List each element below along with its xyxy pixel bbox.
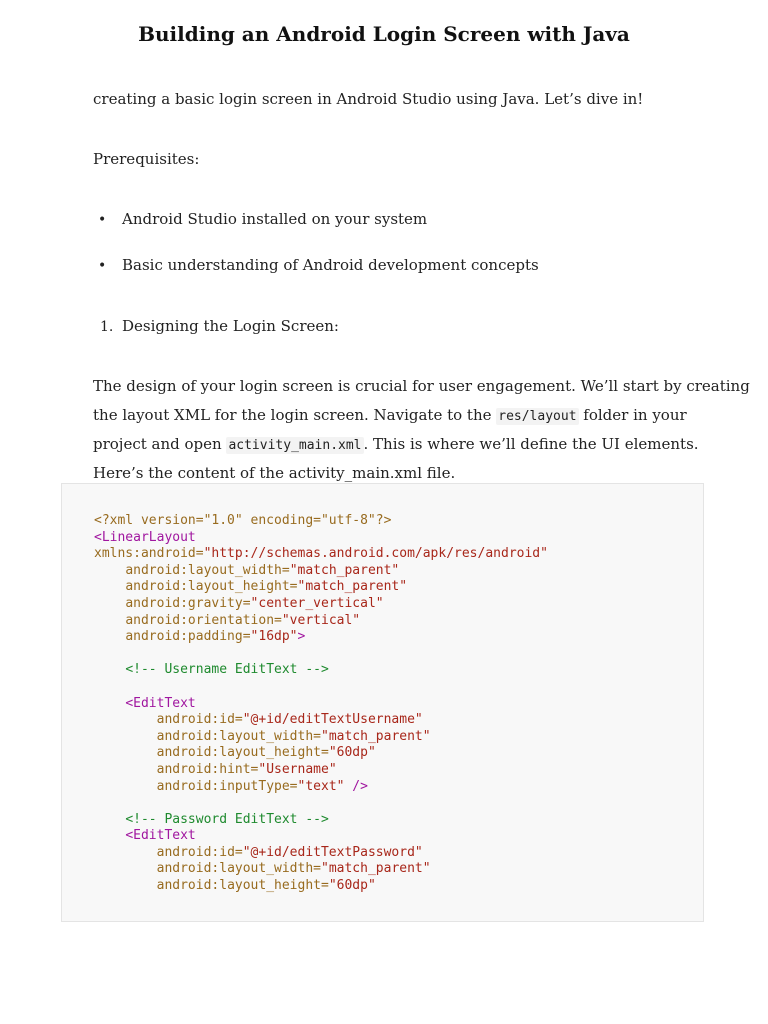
code-attr: android:layout_height= [156, 878, 329, 894]
code-comment-username: <!-- Username EditText --> [125, 662, 329, 678]
code-attr: android:id= [156, 844, 243, 860]
code-value: "60dp" [328, 745, 376, 761]
inline-code-activity-main: activity_main.xml [228, 438, 362, 453]
code-value: "match_parent" [321, 861, 431, 877]
code-attr: android:orientation= [125, 612, 282, 628]
code-attr: android:hint= [156, 761, 259, 777]
code-comment-password: <!-- Password EditText --> [125, 811, 329, 827]
text-segment: . This is where we’ll define the UI elements. [363, 435, 699, 453]
code-value: "@+id/editTextPassword" [242, 844, 423, 860]
code-tag-close: /> [344, 778, 368, 794]
code-edittext-tag: <EditText [125, 695, 196, 711]
design-line-2 [93, 401, 687, 431]
code-attr: android:layout_width= [156, 861, 321, 877]
code-edittext-tag: <EditText [125, 828, 196, 844]
code-attr: xmlns:android= [94, 546, 204, 562]
design-line-3 [93, 430, 699, 460]
code-tag-close: > [297, 629, 306, 645]
design-line-4: Here’s the content of the activity_main.xml file. [93, 464, 456, 482]
code-xml-declaration: <?xml version="1.0" encoding="utf-8"?> [94, 513, 392, 528]
page-title: Building an Android Login Screen with Java [138, 22, 630, 46]
code-attr: android:layout_height= [156, 745, 329, 761]
code-attr: android:padding= [125, 629, 251, 645]
design-line-1: The design of your login screen is crucial for user engagement. We’ll start by creating [93, 377, 750, 395]
code-content [94, 513, 548, 895]
step-label: Designing the Login Screen: [122, 317, 339, 335]
code-value: "@+id/editTextUsername" [242, 712, 423, 728]
step-number: 1. [100, 319, 114, 335]
code-block [61, 483, 704, 922]
intro-paragraph: creating a basic login screen in Android Studio using Java. Let’s dive in! [93, 90, 644, 108]
text-segment: the layout XML for the login screen. Navigate to the [93, 406, 497, 424]
bullet-marker: • [98, 212, 107, 228]
text-segment: project and open [93, 435, 227, 453]
code-attr: android:layout_height= [125, 579, 298, 595]
code-value: "http://schemas.android.com/apk/res/android" [203, 546, 548, 562]
code-linearlayout-tag: <LinearLayout [94, 529, 196, 545]
code-value: "16dp" [250, 629, 298, 645]
code-attr: android:layout_width= [125, 562, 290, 578]
code-value: "match_parent" [289, 562, 400, 578]
text-segment: folder in your [578, 406, 687, 424]
code-value: "match_parent" [297, 579, 408, 595]
inline-code-res-layout: res/layout [498, 409, 577, 424]
code-attr: android:layout_width= [156, 728, 321, 744]
code-attr: android:gravity= [125, 595, 251, 611]
code-value: "match_parent" [321, 728, 431, 744]
bullet-marker: • [98, 258, 107, 274]
code-value: "center_vertical" [250, 595, 384, 611]
list-item: Basic understanding of Android development concepts [122, 256, 539, 274]
code-value: "vertical" [281, 612, 361, 628]
code-value: "text" [297, 778, 345, 794]
code-attr: android:inputType= [156, 778, 298, 794]
code-value: "60dp" [328, 878, 376, 894]
list-item: Android Studio installed on your system [122, 210, 428, 228]
code-attr: android:id= [156, 712, 243, 728]
code-value: "Username" [258, 761, 337, 777]
prerequisites-heading: Prerequisites: [93, 150, 200, 168]
